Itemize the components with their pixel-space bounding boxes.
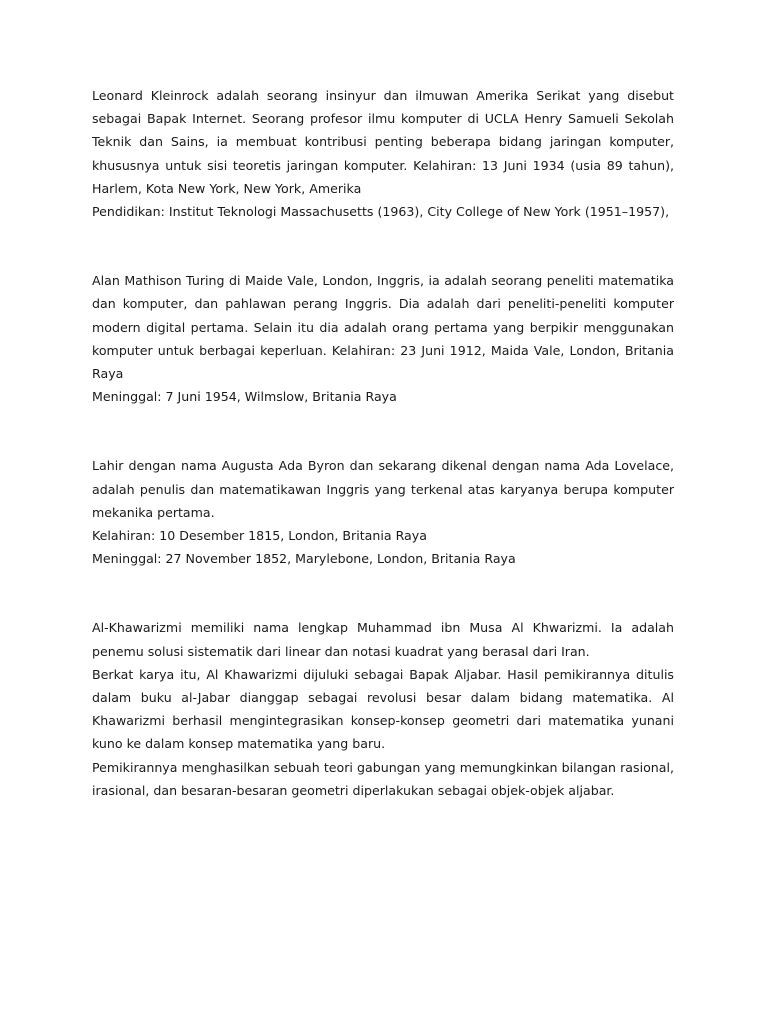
section-lovelace [92,454,674,570]
document-body [92,84,674,802]
turing-paragraph: Alan Mathison Turing di Maide Vale, London, Inggris, ia adalah seorang peneliti matematika dan komputer, dan pahlawan perang Inggris. Dia adalah dari peneliti-peneliti komputer modern digital pertama. Selain itu dia adalah orang pertama yang berpikir menggunakan komputer untuk berbagai keperluan. Kelahiran: 23 Juni 1912, Maida Vale, London, Britania Raya [92,273,674,382]
khawarizmi-paragraph-1: Al-Khawarizmi memiliki nama lengkap Muhammad ibn Musa Al Khwarizmi. Ia adalah penemu solusi sistematik dari linear dan notasi kuadrat yang berasal dari Iran. [92,620,674,659]
lovelace-birth-line: Kelahiran: 10 Desember 1815, London, Britania Raya [92,528,427,544]
lovelace-paragraph: Lahir dengan nama Augusta Ada Byron dan sekarang dikenal dengan nama Ada Lovelace, adalah penulis dan matematikawan Inggris yang terkenal atas karyanya berupa komputer mekanika pertama. [92,458,674,520]
section-turing [92,269,674,408]
section-kleinrock [92,84,674,223]
lovelace-death-line: Meninggal: 27 November 1852, Marylebone, London, Britania Raya [92,551,516,567]
khawarizmi-paragraph-3: Pemikirannya menghasilkan sebuah teori gabungan yang memungkinkan bilangan rasional, irasional, dan besaran-besaran geometri diperlakukan sebagai objek-objek aljabar. [92,759,674,798]
section-khawarizmi [92,616,674,802]
khawarizmi-paragraph-2: Berkat karya itu, Al Khawarizmi dijuluki sebagai Bapak Aljabar. Hasil pemikirannya ditulis dalam buku al-Jabar dianggap sebagai revolusi besar dalam bidang matematika. Al Khawarizmi berhasil mengintegrasikan konsep-konsep geometri dari matematika yunani kuno ke dalam konsep matematika yang baru. [92,666,674,752]
turing-death-line: Meninggal: 7 Juni 1954, Wilmslow, Britania Raya [92,389,397,405]
kleinrock-paragraph: Leonard Kleinrock adalah seorang insinyur dan ilmuwan Amerika Serikat yang disebut sebagai Bapak Internet. Seorang profesor ilmu komputer di UCLA Henry Samueli Sekolah Teknik dan Sains, ia membuat kontribusi penting beberapa bidang jaringan komputer, khususnya untuk sisi teoretis jaringan komputer. Kelahiran: 13 Juni 1934 (usia 89 tahun), Harlem, Kota New York, New York, Amerika [92,88,674,196]
kleinrock-education-line: Pendidikan: Institut Teknologi Massachusetts (1963), City College of New York (1951–1957), [92,204,670,220]
